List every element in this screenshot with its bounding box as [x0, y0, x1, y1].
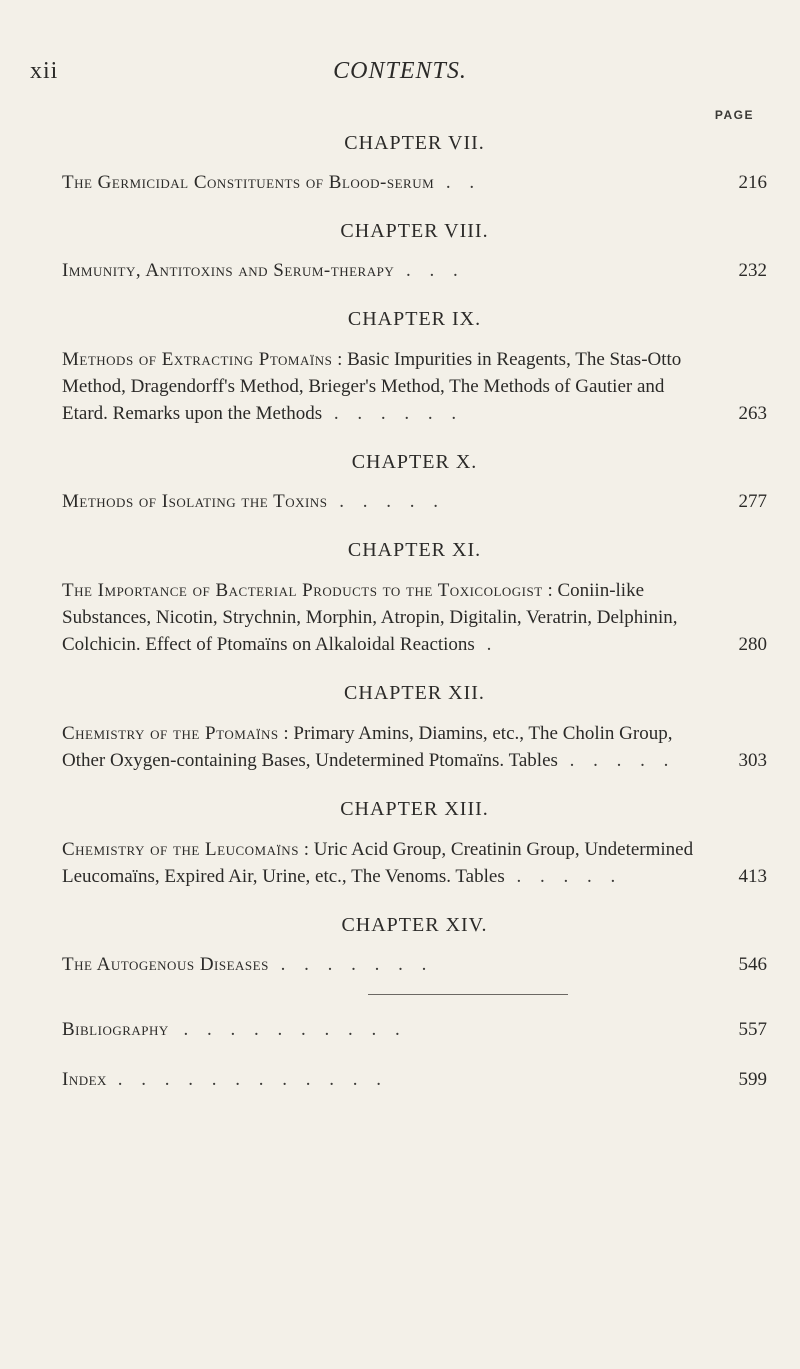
- chapter-heading: CHAPTER VIII.: [340, 220, 489, 242]
- chapter-leader: .: [474, 634, 499, 655]
- running-title: CONTENTS.: [333, 58, 467, 84]
- chapter-description: : Basic Impurities in Reagents, The Stas-Otto Method, Dragendorff's Method, Brieger's Method, The Methods of Gautier and Etard. Remarks upon the Methods: [62, 349, 682, 424]
- toc-entry[interactable]: [62, 489, 767, 515]
- page-column-label: PAGE: [714, 108, 754, 122]
- chapter-description: : Coniin-like Substances, Nicotin, Strychnin, Morphin, Atropin, Digitalin, Veratrin, Delphinin, Colchicin. Effect of Ptomaïns on Alkaloidal Reactions: [62, 580, 678, 655]
- bibliography-title: Bibliography: [62, 1019, 169, 1040]
- toc-entry[interactable]: [62, 577, 767, 658]
- chapter-title: Immunity, Antitoxins and Serum-therapy: [62, 260, 395, 281]
- chapter-page-number: 232: [738, 260, 767, 281]
- chapter-title: Chemistry of the Ptomaïns: [62, 723, 279, 744]
- toc-entry[interactable]: [62, 258, 767, 284]
- chapter-title: The Importance of Bacterial Products to the Toxicologist: [62, 580, 543, 601]
- page-number: xii: [30, 58, 59, 84]
- chapter-page-number: 303: [738, 750, 767, 771]
- index-page-number: 599: [738, 1069, 767, 1090]
- chapter-heading: CHAPTER X.: [351, 451, 478, 473]
- chapter-page-number: 216: [738, 172, 767, 193]
- chapter-description: : Primary Amins, Diamins, etc., The Cholin Group, Other Oxygen-containing Bases, Undetermined Ptomaïns. Tables: [62, 723, 673, 771]
- bibliography-page-number: 557: [738, 1019, 767, 1040]
- chapter-page-number: 280: [738, 634, 767, 655]
- chapter-leader: . . . . .: [327, 491, 445, 512]
- chapter-leader: . . .: [394, 260, 465, 281]
- chapter-title: Chemistry of the Leucomaïns: [62, 839, 299, 860]
- toc-entry[interactable]: [62, 952, 767, 978]
- chapter-title: The Autogenous Diseases: [62, 954, 269, 975]
- chapter-leader: . . . . .: [504, 866, 623, 887]
- chapter-leader: . . . . . . .: [268, 954, 434, 975]
- chapter-xiv: [62, 912, 767, 978]
- chapter-vii: [62, 130, 767, 196]
- chapter-page-number: 413: [738, 866, 767, 887]
- toc-entry[interactable]: [62, 170, 767, 196]
- table-of-contents: [62, 130, 767, 1117]
- chapter-page-number: 263: [738, 403, 767, 424]
- chapter-title: Methods of Isolating the Toxins: [62, 491, 328, 512]
- chapter-heading: CHAPTER IX.: [347, 308, 482, 330]
- running-head: [0, 58, 800, 90]
- chapter-ix: [62, 306, 767, 427]
- index-title: Index: [62, 1069, 107, 1090]
- chapter-viii: [62, 218, 767, 284]
- bibliography-leader: . . . . . . . . . .: [183, 1019, 407, 1040]
- toc-entry[interactable]: [62, 836, 767, 890]
- toc-entry[interactable]: [62, 346, 767, 427]
- chapter-heading: CHAPTER XII.: [344, 682, 485, 704]
- chapter-leader: . .: [434, 172, 482, 193]
- chapter-title: Methods of Extracting Ptomaïns: [62, 349, 333, 370]
- divider-rule: [368, 994, 568, 995]
- chapter-leader: . . . . . .: [322, 403, 464, 424]
- toc-entry-bibliography[interactable]: [62, 1017, 767, 1043]
- chapter-leader: . . . . .: [557, 750, 676, 771]
- chapter-xi: [62, 537, 767, 658]
- chapter-page-number: 546: [738, 954, 767, 975]
- chapter-xiii: [62, 796, 767, 890]
- index-leader: . . . . . . . . . . . .: [117, 1069, 388, 1090]
- chapter-description: : Uric Acid Group, Creatinin Group, Undetermined Leucomaïns, Expired Air, Urine, etc., The Venoms. Tables: [62, 839, 694, 887]
- chapter-x: [62, 449, 767, 515]
- chapter-heading: CHAPTER XIV.: [341, 914, 488, 936]
- chapter-title: The Germicidal Constituents of Blood-serum: [62, 172, 435, 193]
- toc-entry-index[interactable]: [62, 1067, 767, 1093]
- chapter-xii: [62, 680, 767, 774]
- chapter-heading: CHAPTER XIII.: [340, 798, 489, 820]
- chapter-page-number: 277: [738, 491, 767, 512]
- chapter-heading: CHAPTER XI.: [347, 539, 482, 561]
- chapter-heading: CHAPTER VII.: [344, 132, 485, 154]
- toc-entry[interactable]: [62, 720, 767, 774]
